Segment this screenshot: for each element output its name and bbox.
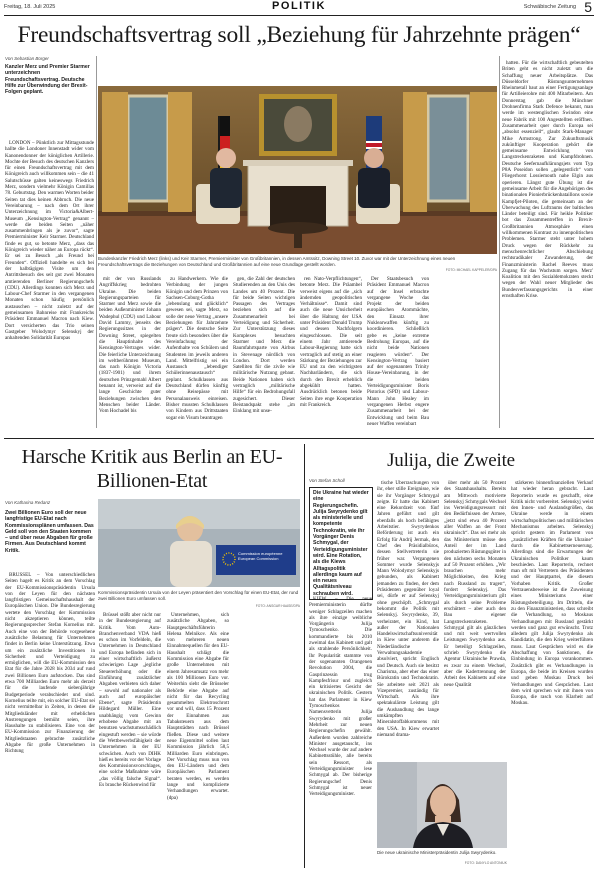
- article2-body-left-text: BRÜSSEL – Von unterschiedlichen Seiten hagelt es Kritik an dem Vorschlag der EU-Kommissionspräsidentin Ursula von der Leyen für den nächsten langfristigen Gemeinschaftshaushalt der Europäischen Union. Die Bundesregierung wertete den Vorschlag der Kommission nicht akzeptieren können, teilte Regierungssprecher Stefan Kornelius mit. Auch eine von der Behörde vorgesehene zusätzliche Belastung für Unternehmen findet in Berlin keine Unterstützung. Etwa um ein zusätzliche Investitionen in Sicherheit und Verteidigung zu ermöglichen, will die EU-Kommission den Etat für die Jahre 2028 bis 2034 auf rund zwei Billionen Euro aufstocken. Das sind etwa 700 Milliarden Euro mehr als derzeit für die laufende siebenjährige Budgetperiode verabschiedet und sind. Kornelius teilte mit, ein solcher EU-Etat sei nicht vermittelbar in Zeiten, in denen die Mitgliedsländer mit erheblichen Anstrengungen bemüht seien, ihre Haushalte zu stabilisieren. Eine von der EU-Kommission zur Finanzierung der Mitgliedstaaten gebrachte zusätzliche Abgabe für große Unternehmen in Richtung: [5, 572, 95, 755]
- article2-body-col3-text: Unternehmen, sich zusätzliche Abgaben, so Hauptgeschäftsführerin Helena Melnikov. Als eine von mehreren neuen Einnahmequellen für den EU-Haushalt schlägt die Kommission eine Abgabe für große Unternehmen mit einem Jahresumsatz von mehr als 100 Millionen Euro vor. Weiterhin sieht die Brüsseler Behörde eine Abgabe auf nicht für das Recycling gesammelten Elektroschrott vor und will, dass 15 Prozent der Einnahmen aus Tabaksteuern aus dem Hauptstädten nach Brüssel fließen. Diese und weitere neue Eigenmittel sollen laut Kommission jährlich 58,5 Milliarden Euro einbringen. Der Vorschlag muss nun von den EU-Ländern und dem Europäischen Parlament beraten werden, es werden lange und komplizierte Verhandlungen erwartet. (dpa): [167, 612, 229, 801]
- section-rule: [4, 438, 594, 439]
- commission-banner-line2: European Commission: [238, 556, 279, 561]
- article3-body-col3-text: über mehr als 50 Prozent des Staatshaushalts. Bereits am Mittwoch motivierte Selenskyj Schmygals Wechsel ins Verteidigungsressort mit den Bedürfnissen der Armee, „jetzt sind etwa 40 Prozent aller Waffen an der Front ukrainisch“. Das sei mehr als das Ministerium müsse den Anteil der im Land produzierten Rüstungsgüter in den nächsten sechs Monaten auf 50 Prozent erhöhen. „Wir brauchen mehr Möglichkeiten, den Krieg nach Russland zu tragen“, fordert Selenskyj. Das Verteidigungsministerium gilt als durch seine Probleme erschüttert – aber auch den Bau eigener Langstreckenraketen. Schmygal gilt als gänzlichen und mit weit wertvollen Leistungen Swyrydenko aus. Er beteiligt Schlagzeilen, schrieb Swyrydenko die Agentur Ukrainische Prawda, es zwar zu einem Wechsel, aber die Kadertrennung der Arbeit des Kabinetts auf eine neue Qualität: [444, 480, 506, 688]
- article3-body-col1-text: KIEW – Die neue Premierministerin dürfte weniger Schlagzeilen machen als ihre einzige weibliche Vorgängerin Julija Tymoschenko. Die kommandierte bis 2010 zweimal das Kabinett und galt als strahlende Persönlichkeit. Ihr Popularität stammte von der sogenannten Orangenen Revolution 2004, die Gasprinzessin trug Kampfesfrisur und zugleich ein kritisiertes Gesicht der ukrainischen Politik. Gestern hat das Parlament in Kiew Tymoschenkos Namensvetterin Julija Swyrydenko mit großer Mehrheit zur neuen Regierungschefin gewählt. Außerdem wurden zahlreiche Minister ausgetauscht, ins Wechsel wurde der auf andere Kabinettsstühle, alle bereits sein Ressort, als Verteidigungsminister lese Schmygal ab. Der bisherige Regierungschef Denis Schmygal ist neuer Verteidigungsminister.: [309, 596, 372, 798]
- article2-byline: Von Katharina Redanz: [5, 500, 51, 505]
- article1-body-left-text: LONDON – Pünktlich zur Mittagsstunde hallte die Londoner Innenstadt wider vom Kanonendonner der königlichen Artillerie. Mochte der Besuch des deutschen Kanzlers für einen Freundschaftsvertrag mit dem Königreich auch willkommen sein – die 41 Salutschüsse galten keineswegs Friedrich Merz, sondern vielmehr Königin Camillas 78. Geburtstag. Den warmen Worten beider Seiten tat dies keinen Abbruch. Die neue Vereinbarung – nach dem Ort ihrer Unterzeichnung im Victoria&Albert-Museum „Kensington-Vertrag“ genannt – werde die beiden Seiten „näher zusammenbringen als je zuvor“, sagte Premierminister Keir Starmer. Deutschland finde es gut, so betonte Merz, „dass das Königreich wieder näher an Europa rückt“. Er sei zu Besuch „als Freund bei Freunden“. Offiziell handelte es sich bei der halbtägigen Visite um den Antrittsbesuch des seit gut zwei Monaten amtierenden Berliner Regierungschefs (CDU). Allerdings konnten sich Merz und Labour-Chef Starmer in den vergangenen Monaten schon häufig persönlich austauschen – nicht zuletzt auf der gemeinsamen Bahnreise mit Frankreichs Präsident Emmanuel Macron nach Kiew. Dort versicherten das Trio seinen Gastgeber Wolodymyr Selenskyj der anhaltenden Solidarität Europas: [5, 140, 94, 342]
- article1-byline: Von Sebastian Borger: [5, 56, 49, 61]
- article1-photo-caption: Bundeskanzler Friedrich Merz (links) und Keir Starmer, Premierminister von Großbritannien, in dessen Amtssitz, Downing Street 10. Zuvor war mit der Unterzeichnung eines neuen Freundschaftsvertrags die Beziehungen von Deutschland und Großbritannien auf eine neue Grundlage gestellt worden.: [98, 256, 456, 267]
- von-der-leyen-photo: [98, 499, 300, 587]
- swyrydenko-photo-illustration: [377, 762, 507, 848]
- article1-body-col5: [300, 276, 362, 428]
- article2-photo-credit: FOTO: ANSGAR HAASE/DPA: [255, 604, 300, 608]
- article2-photo-caption: Kommissionspräsidentin Ursula von der Leyen präsentiert den Vorschlag für einen EU-Etat, der rund zwei Billionen Euro umfassen soll.: [98, 590, 299, 601]
- page-number: 5: [584, 0, 592, 15]
- article1-body-col5-text: ren Nato-Verpflichtungen“, betonte Merz. Die Präambel verweist eigens auf die „sich ändernden geopolitischen Verhältnisse“. Damit sind auch die neue Unsicherheit über die Haltung der USA unter Präsident Donald Trump und dessen Nachfolgern eingeschlossen. Die seit einem Jahr amtierende Labour-Regierung hatte sich vertraglich auf stetig an einer Stärkung der Beziehungen zur EU und zu den wichtigsten Nachbarländern, die sich durch den Brexit erheblich abgekühlt hatten. Ausdrücklich betonen beide Seiten ihre enge Kooperation mit Frankreich.: [300, 276, 362, 408]
- column-divider: [96, 56, 97, 428]
- article2-headline: Harsche Kritik aus Berlin an EU-Billionen-Etat: [21, 446, 283, 492]
- article3-body-col2-text: tische Überraschungen von ihr, eher stille Ereignisse, wie sie ihr Vorgänger Schmygal zeigte. Er hatte das Kabinett eine Rekordzeit von fünf Jahren geführt und gilt ebenfalls als hoch befähigtes Arbeitstier. Swyrydenkos Beförderung ist auch ein Erfolg für Andrij Jermak, den Chef des Präsidialbüros, dessen Stellvertreterin sie früher war. Vergangenen Sommer wurde Selenskyjs Mann Wolodymyr Selenskyjs gebunden, als Kabinett jemanden zu finden, der dem Präsidenten gegenüber loyal sei, dürfe er auf Selenskyj ohne geschöpft. „Schmygal bekommt die Politik mit Selenskyj. Swyrydenko, 39, verheiratet, ein Kind, hat außer der Nationalen Handelswirtschaftsuniversität in Kiew unter anderem die Niederländische Verwaltungsakademie absolviert, spricht Englisch und Deutsch. Auch sie besitzt Charisma, aber eher das einer Bürokratin und Technokratin. Sie arbeitete seit 2021 als Vizepremier, zuständig für Wirtschaft. Als ihre spektakulärste Leistung gilt die Aushandlung des lange umkämpften Mineralstoffabkommens mit den USA. In Kiew erwartet niemand drama-: [377, 480, 439, 738]
- article3-body-col4-text: stärkeren binnenfinanziellen Verkauf hat wieder heran gebracht. Laut Reporterin wurde es geschafft, eine Kritik nicht vorbereitet. Selenskyj weist den Innen- und Auslandsgrößen, das Ukraine werde in einem wirtschaftspolitischen und militärischen Mechanismus arbeiten. Selenskyj spricht gestern im Parlament von „zusätzlichen Kräften für die Ukraine“ durch die Kabinettserneuerung. Allerdings sind die Erwartungen der Ukrainischen Politiker kaum beschieden. Laut Reporterin, rechnet man oft mit Vertretern des Präsidenten und der Hauptpartei, die diesem Vorhaben Kritik. Großer Vertrauensbeweise ist die Zuweisung eines Ministeriums einer Rüstungsbeteiligung. Im Dritteln, die zu den Finanzministerien, dass schreibt die Verhandlung, so Moskaus Verhandlungen mit Russland gestärkt werden und ganz gut erwünscht. Trotz alledem gilt Julija Swyrydenko als Kandidatin, die den Krieg weiterführen muss. Laut Gesprächen wird es die Abschaffung von Sanktionen, die Einbindung in Europa vorankommen. Zusätzlich gibt es Verhandlungen in Europa, die beide im Kreisen wurden und geben Moskau Druck bei Verhandlungen und Gesprächen. Laut dem wird sprechen wir mit ihnen von Europa, die rasch von Klarheit auf Moskau.: [511, 480, 593, 707]
- article2-body-col2-text: Brüssel stößt aber nicht nur in der Bundesregierung auf Kritik. Vom Auto-Branchenverband VDA hieß es schon im Vorfeldeln, die Unternehmen in Deutschland und Europa befänden sich in einer wirtschaftlich äußerst schwierigen Lage „jegliche Steuererhöhung oder die Einführung zusätzlicher Abgaben verbieten sich daher – sowohl auf nationaler als auch auf europäischer Ebene“, sagte Präsidentin Hildegard Müller. Eine unabhängig vom Gewinn erhobene Abgabe mit an benutzen wachstumsschädlich eingestuft werden – sie würde die Wettbewerbsfähigkeit der Unternehmen in der EU schwächen. Auch von DIHK hieß es bereits vor der Vorlage des Kommissionsvorschlages, eine solche Maßnahme wäre „das völlig falsche Signal“. Es brauche Rückenwind für: [99, 612, 161, 789]
- article3-lead: Die Ukraine hat wieder eine Regierungschefin. Julija Swyrydenko gilt als ministerielle und kompetente Technokratin, wie ihr Vorgänger Denis Schmygal, der Verteidigungsminister wird. Eine Rotation, als die Kiews Alltagspolitik allerdings kaum auf ein neues Qualitätsniveau schrauben wird.: [309, 487, 373, 600]
- article2-body-left: [5, 572, 95, 868]
- paper-name: Schwäbische Zeitung: [523, 4, 576, 10]
- article1-body-col4-text: gen, die Zahl der deutschen Studierenden an den Unis des Landes um 40 Prozent. Die für beide Seiten wichtigen Passagen des Vertrages beziehen sich auf die Zusammenarbeit bei Verteidigung und Sicherheit. Zur Unterstützung dieses Komplexes besuchten Starmer und Merz die Raumfahrtsparte von Airbus in Stevenage nördlich von London. Dort werden Satelliten für die zivile wie militärische Nutzung gebaut. Beide Nationen haben sich vertraglich „militärische Hilfe“ für ein Bedrohungsfall zugesichert. Dieser Beistandspakt stehe „im Einklang mit unse-: [233, 276, 295, 415]
- article3-headline: Julija, die Zweite: [387, 450, 515, 471]
- article3-byline: Von Stefan Scholl: [309, 478, 345, 483]
- article-divider: [304, 444, 305, 868]
- swyrydenko-photo: [377, 762, 507, 848]
- article2-body-col3: [167, 612, 229, 868]
- column-divider: [499, 56, 500, 428]
- article1-photo-credit: FOTO: MICHAEL KAPPELER/DPA: [445, 268, 497, 272]
- header-rule: [4, 15, 594, 16]
- section-title: POLITIK: [272, 0, 326, 12]
- article1-headline: Freundschaftsvertrag soll „Beziehung für Jahrzehnte prägen“: [17, 22, 581, 48]
- article1-body-col3: [166, 276, 228, 428]
- commission-banner: [238, 551, 298, 561]
- article1-body-col4: [233, 276, 295, 428]
- article1-body-right: [502, 60, 593, 428]
- article2-lead: Zwei Billionen Euro soll der neue langfristige EU-Etat nach Kommissionsplänen umfassen. Das Geld soll von den Staaten kommen – und über neue Abgaben für große Firmen. Aus Deutschland kommt Kritik.: [5, 510, 94, 554]
- article3-body-col1: [309, 596, 372, 868]
- article3-body-col2: [377, 480, 439, 758]
- article1-body-col6: [367, 276, 429, 428]
- merz-starmer-photo: [98, 86, 497, 254]
- commission-banner-line1: Commission européenne: [238, 551, 283, 556]
- article1-body-col2-text: mit der von Russlands Angriffskrieg bedrohten Ukraine. Die beiden Regierungsparteien für Starmer und Merz sowie die beiden Außenminister Johann Wadephul (CDU) und Labour David Lammy, jenseits des Regierungssitzes in der Downing Street, spiegelten die Hauptinhalte des Kensington-Vertrages wider. Die feierliche Unterzeichnung im weltberühmten Museum, das nach Königin Victoria (1837-1901) und ihrem deutschen Prinzgemahl Albert benannt ist, verweist auf die lange Geschichte guter Beziehungen zwischen den Menschen beider Länder. Vom Hochadel bis: [99, 276, 161, 415]
- article2-body-col2: [99, 612, 161, 868]
- article3-photo-credit: FOTO: DANYLO ANTONIUK: [464, 861, 507, 865]
- article1-lead: Kanzler Merz und Premier Starmer unterzeichnen Freundschaftsvertrag. Deutsche Hilfe zur Überwindung der Brexit-Folgen geplant.: [5, 64, 90, 96]
- article1-body-col3-text: zu Handwerkern. Wie die Verbindung der jungen Königin und dem Prinzen von Sachsen-Coburg-Gotha „lebenslang und glücklich“ gewesen sei, sagte Merz, so solle der neue Vertrag „unsere Beziehungen für Jahrzehnte prägen“. Die deutsche Seite freute sich besonders über die Vereinfachung der Aufenthalte von Schülern und Studenten im jeweils anderen Land. Mittelfristig sei ein Austausch „lebendiger Schülerinnenaustausch“ geplant. Schulklassen aus Deutschland dürfen künftig ohne Reisepässe mit Personalausweis einreisen. Bisher mussten Schulklassen von Kindern aus Drittstaaten sogar ein Visum beantragen: [166, 276, 228, 421]
- von-der-leyen-photo-illustration: [98, 499, 300, 587]
- merz-starmer-photo-illustration: [98, 86, 497, 254]
- article1-body-right-text: hatten. Für die wirtschaftlich gebeutelten Briten geht es nicht zuletzt um die Schaffung neuer Arbeitsplätze. Das Düsseldorfer Rüstungsunternehmen Rheinmetall baut an einer Fertigungsanlage für Artilleierohre mit 400 Mitarbeitern. Am Donnerstag gab die Münchner Drohnenfirma Stark Defence bekannt, man werde im westenglischen Swindon eine neue Fabrik mit 100 Angestellten eröffnen. Zusammenarbeit quer durch Europa sei „absolut essenziell“, glaubt Stark-Manager Mike Armstrong. Zur Zukunftsmusik zukünftiger Kooperation gehört die gemeinsame Entwicklung von Langstreckenraketen und Kampfdrohnen. Deutsche Seefernaufklärungsjets vom Typ P8A Poseidon sollen „gelegentlich“ vom Fliegerhorst Lossiemouth nahe Elgin aus operieren. Längst gute Übung ist die gemeinsame Arbeit für die Angehörigen des binationalen Pionierbrückenbataillons sowie Kampfjet-Piloten, die gemeinsam an der Überwachung des Luftraums der baltischen Länder beteiligt sind. Für heikle Politiker bot das Zusammentreffen in Brexit-Großbritannien Atmosphäre einen willkommenen Kontrast zu innenpolitischen Problemen. Starmer steht unter hohem Druck wegen der Rückkehr zu menschenrechtlicher Abschiebung rechtsradikaler Zuwanderung, der Finanzministerin Rachel Reeves muss Zugang für das Wachstum sorgen. Merz' Koalition mit den Sozialdemokraten steckt wegen der Wahl neuer Mitglieder des Bundesverfassungsgerichts in einer ernsthaften Krise.: [502, 60, 593, 299]
- article1-body-col2: [99, 276, 161, 428]
- article3-body-col4: [511, 480, 593, 868]
- article1-body-col6-text: Der Staatsbesuch von Präsident Emmanuel Macron auf der Insel erbrachte vergangene Woche das Projekt der beiden europäischen Atommächte, den Einsatz ihrer Nuklearwaffen künftig zu koordinieren. Schließlich gebe es „keine extreme Bedrohung Europas, auf die nicht beide Nationen reagieren würden“. Der Kensington-Vertrag basiert auf der sogenannten Trinity House-Vereinbarung, in der die beiden Verteidigungsminister Boris Pistorius (SPD) und Labour-Mann John Healey im vergangenen Herbst engere Zusammenarbeit bei der Entwicklung und beim Bau neuer Waffen vereinbart: [367, 276, 429, 427]
- article3-body-col3: [444, 480, 506, 758]
- article3-photo-caption: Die neue ukrainische Ministerpräsidentin Julija Swyrydenko.: [377, 850, 497, 855]
- article1-body-left: [5, 140, 94, 427]
- issue-date: Freitag, 18. Juli 2025: [4, 4, 56, 10]
